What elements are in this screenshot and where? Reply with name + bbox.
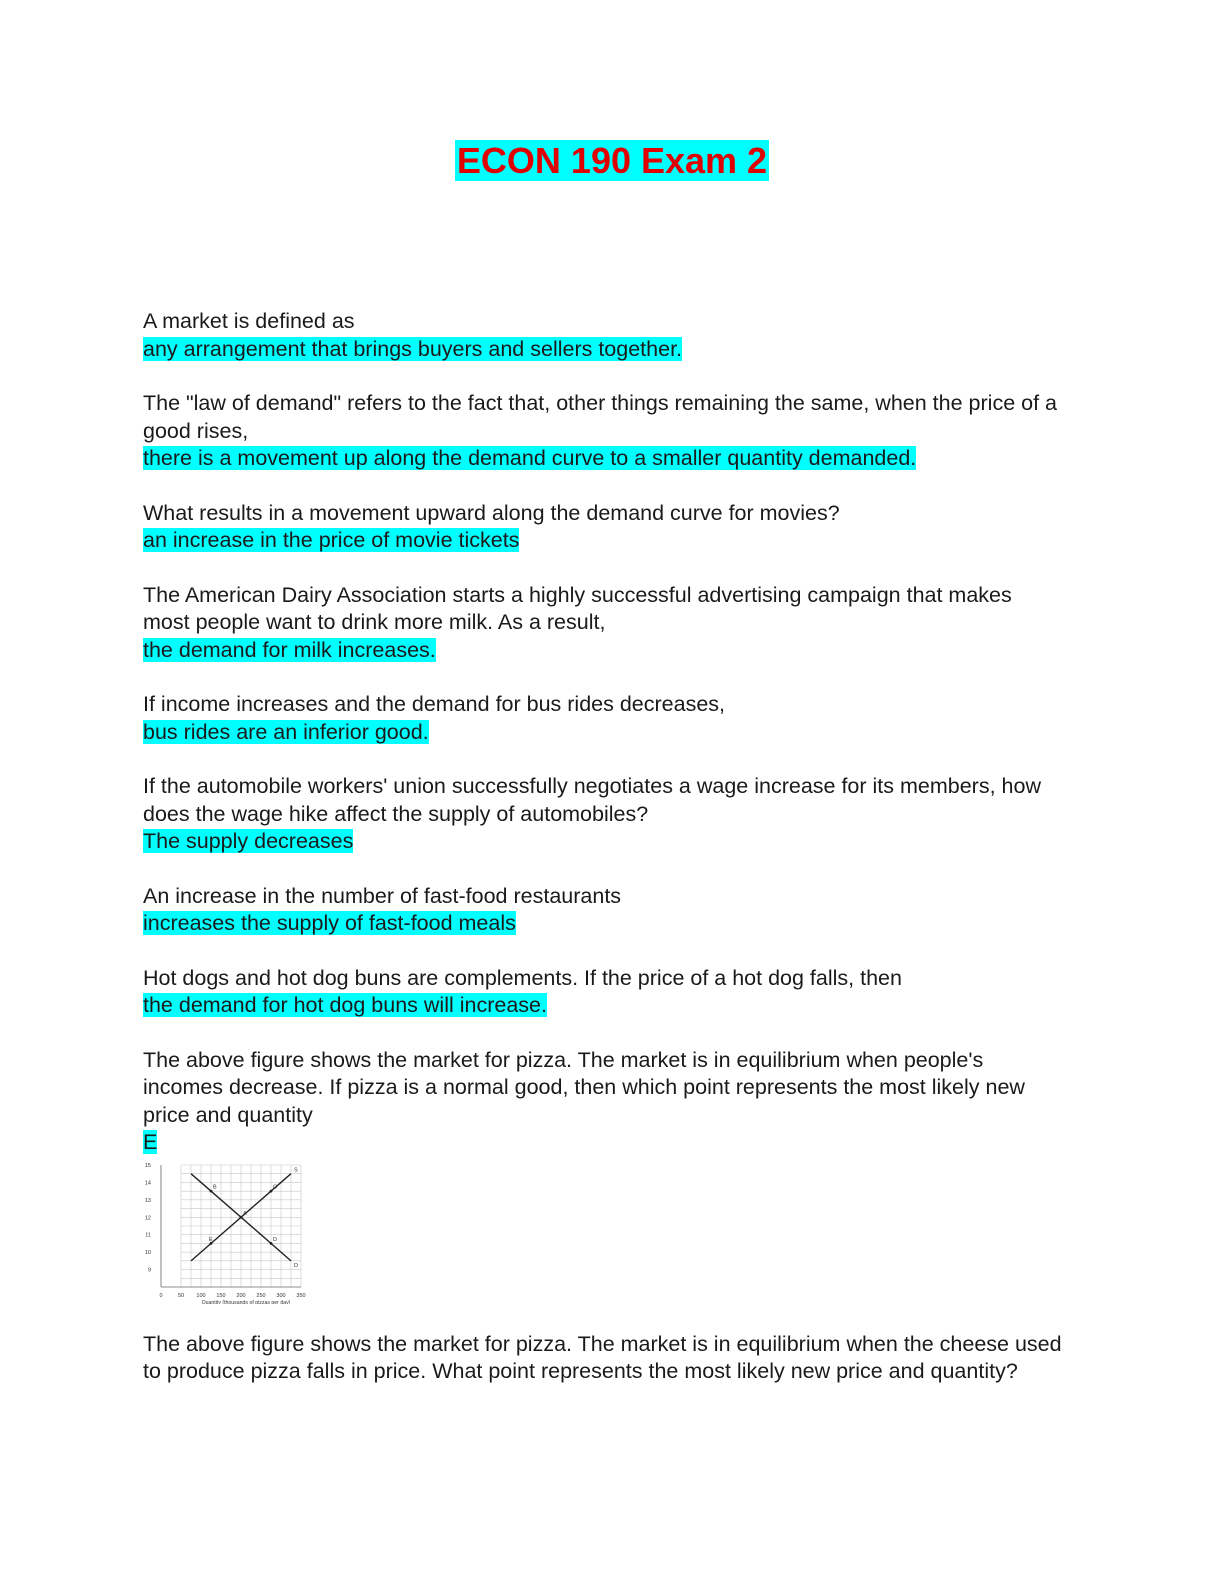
x-tick-label: 0 <box>159 1292 163 1299</box>
y-tick-label: 14 <box>144 1179 151 1186</box>
answer-text: there is a movement up along the demand curve to a smaller quantity demanded. <box>143 446 917 470</box>
question-block <box>143 582 1063 665</box>
question-block <box>143 1047 1063 1304</box>
answer-text: the demand for milk increases. <box>143 637 436 662</box>
point-marker <box>270 1189 273 1192</box>
question-text: The above figure shows the market for pizza. The market is in equilibrium when people's incomes decrease. If pizza is a normal good, then which point represents the most likely new price and quantity <box>143 1047 1025 1127</box>
answer <box>143 1129 1063 1157</box>
answer <box>143 527 1063 555</box>
question-text: The American Dairy Association starts a highly successful advertising campaign that makes most people want to drink more milk. As a result, <box>143 582 1012 634</box>
y-tick-label: 15 <box>144 1162 151 1169</box>
question-block <box>143 965 1063 1020</box>
y-tick-label: 10 <box>144 1249 151 1256</box>
series-label: S <box>294 1167 298 1174</box>
question-block <box>143 500 1063 555</box>
x-tick-label: 100 <box>196 1292 206 1299</box>
question-text: If income increases and the demand for bus rides decreases, <box>143 692 726 716</box>
answer <box>143 719 1063 747</box>
question-block <box>143 773 1063 856</box>
point-label: E <box>209 1236 213 1243</box>
x-tick-label: 300 <box>276 1292 286 1299</box>
answer <box>143 445 1063 473</box>
point-label: C <box>273 1184 277 1191</box>
question-block <box>143 883 1063 938</box>
answer <box>143 992 1063 1020</box>
point-marker <box>210 1189 213 1192</box>
question-text: An increase in the number of fast-food restaurants <box>143 883 622 908</box>
y-tick-label: 9 <box>147 1267 151 1274</box>
document-title: ECON 190 Exam 2 <box>456 140 768 181</box>
series-label: D <box>294 1262 298 1269</box>
answer-text: increases the supply of fast-food meals <box>143 911 516 935</box>
question-text: The above figure shows the market for pizza. The market is in equilibrium when the cheese used to produce pizza falls in price. What point represents the most likely new price and quantity? <box>143 1331 1062 1383</box>
x-tick-label: 150 <box>216 1292 226 1299</box>
answer-text: E <box>143 1130 158 1154</box>
answer-text: any arrangement that brings buyers and sellers together. <box>143 336 683 361</box>
x-tick-label: 200 <box>236 1292 246 1299</box>
question-block <box>143 691 1063 746</box>
question-text: Hot dogs and hot dog buns are complements. If the price of a hot dog falls, then <box>143 965 902 990</box>
answer <box>143 637 1063 665</box>
point-marker <box>270 1242 273 1245</box>
question-text: A market is defined as <box>143 309 355 333</box>
x-tick-label: 350 <box>296 1292 306 1299</box>
point-label: A <box>243 1210 247 1217</box>
answer-text: an increase in the price of movie tickets <box>143 528 520 552</box>
pizza-market-chart <box>143 1159 313 1304</box>
y-tick-label: 11 <box>145 1232 151 1239</box>
question-block <box>143 308 1063 363</box>
answer <box>143 910 1063 938</box>
question-text: What results in a movement upward along the demand curve for movies? <box>143 500 840 525</box>
y-tick-label: 12 <box>144 1214 151 1221</box>
question-text: The "law of demand" refers to the fact that, other things remaining the same, when the price of a good rises, <box>143 391 1057 443</box>
point-marker <box>240 1215 243 1218</box>
answer-text: the demand for hot dog buns will increase. <box>143 993 547 1017</box>
question-text: If the automobile workers' union successfully negotiates a wage increase for its members, how does the wage hike affect the supply of automobiles? <box>143 774 1041 826</box>
answer-text: bus rides are an inferior good. <box>143 719 429 744</box>
x-tick-label: 50 <box>177 1292 185 1299</box>
point-label: B <box>213 1184 217 1191</box>
answer <box>143 336 1063 364</box>
point-label: D <box>273 1236 277 1243</box>
document-title-wrap <box>0 140 1224 182</box>
question-block <box>143 390 1063 473</box>
question-block <box>143 1331 1063 1386</box>
x-tick-label: 250 <box>256 1292 266 1299</box>
x-axis-label: Quantity (thousands of pizzas per day) <box>201 1299 291 1304</box>
document-body <box>143 308 1063 1413</box>
answer <box>143 828 1063 856</box>
y-tick-label: 13 <box>144 1197 151 1204</box>
answer-text: The supply decreases <box>143 829 354 853</box>
